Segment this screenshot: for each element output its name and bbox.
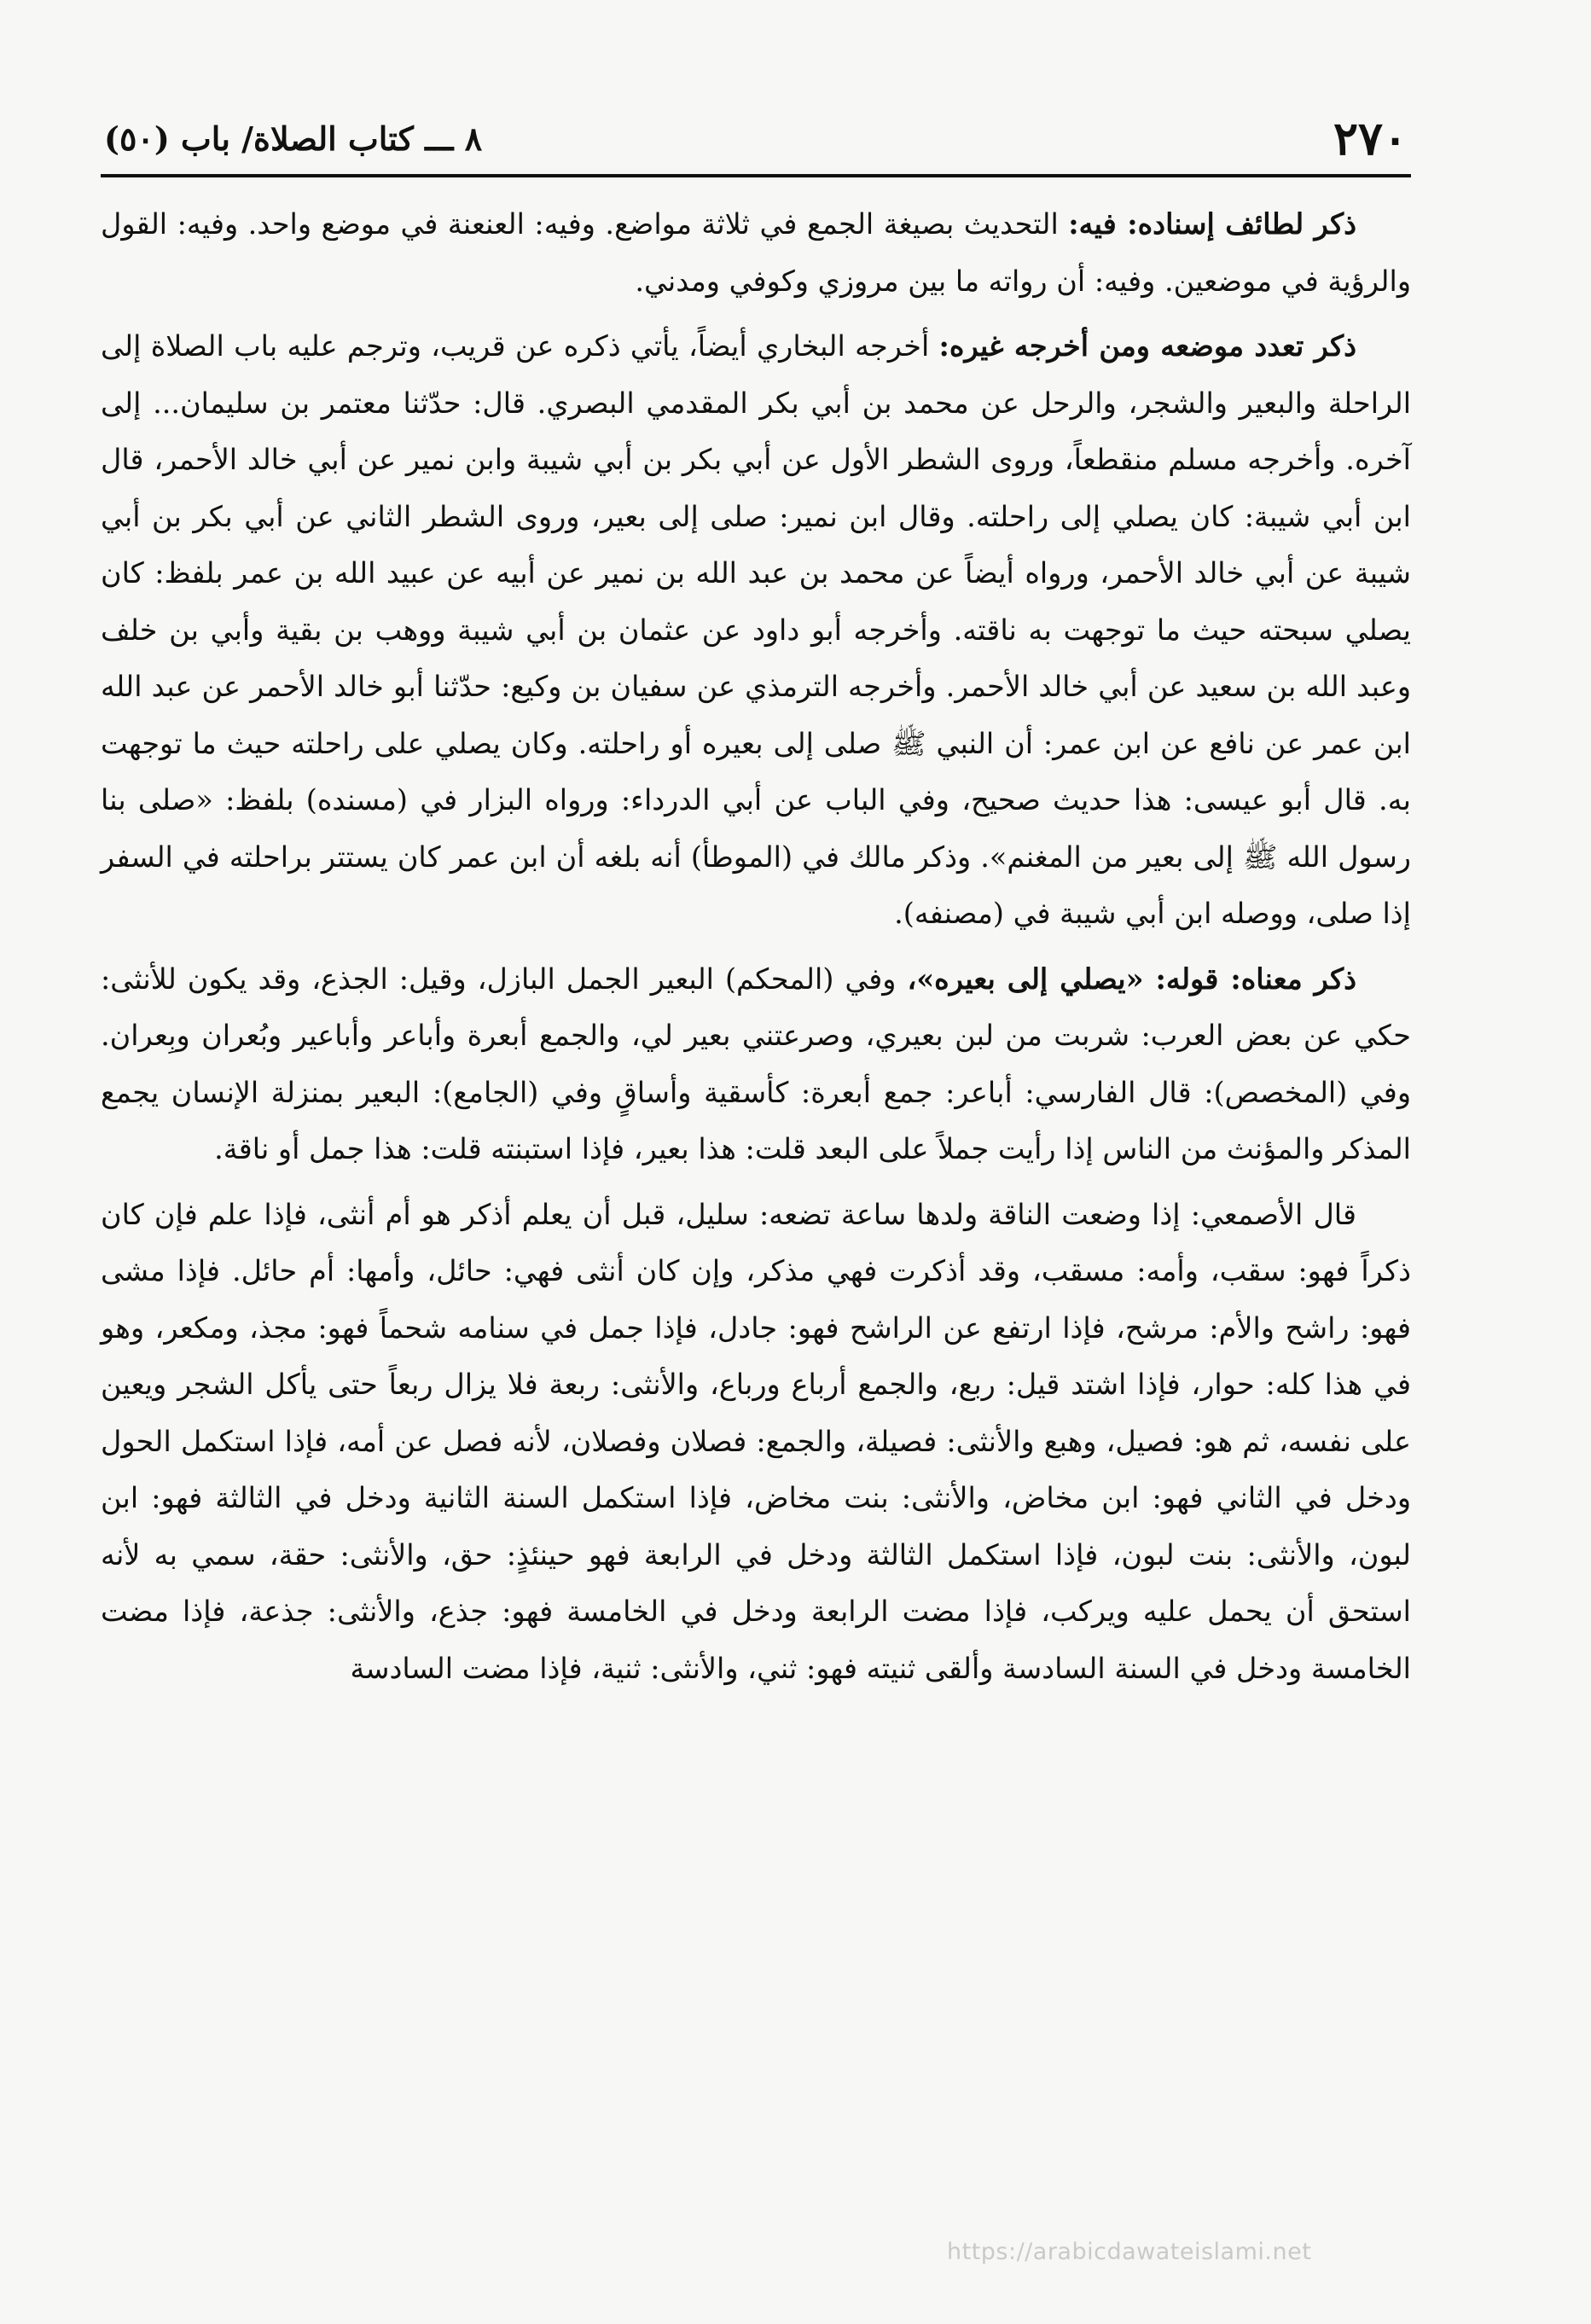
- section-heading: ذكر تعدد موضعه ومن أخرجه غيره:: [938, 329, 1356, 363]
- paragraph-text: التحديث بصيغة الجمع في ثلاثة مواضع. وفيه: العنعنة في موضع واحد. وفيه: القول والرؤية في موضعين. وفيه: أن رواته ما بين مروزي وكوفي ومدني.: [101, 207, 1411, 298]
- paragraph-text: قال الأصمعي: إذا وضعت الناقة ولدها ساعة تضعه: سليل، قبل أن يعلم أذكر هو أم أنثى، فإذا علم فإن كان ذكراً فهو: سقب، وأمه: مسقب، وقد أذكرت فهي مذكر، وإن كان أنثى فهي: حائل، وأمها: أم حائل. فإذا مشى فهو: راشح والأم: مرشح، فإذا ارتفع عن الراشح فهو: جادل، فإذا جمل في سنامه شحماً فهو: مجذ، ومكعر، وهو في هذا كله: حوار، فإذا اشتد قيل: ربع، والجمع أرباع ورباع، والأنثى: ربعة فلا يزال ربعاً حتى يأكل الشجر ويعين على نفسه، ثم هو: فصيل، وهبع والأنثى: فصيلة، والجمع: فصلان وفصلان، لأنه فصل عن أمه، فإذا استكمل الحول ودخل في الثاني فهو: ابن مخاض، والأنثى: بنت مخاض، فإذا استكمل السنة الثانية ودخل في الثالثة فهو: ابن لبون، والأنثى: بنت لبون، فإذا استكمل الثالثة ودخل في الرابعة فهو حينئذٍ: حق، والأنثى: حقة، سمي به لأنه استحق أن يحمل عليه ويركب، فإذا مضت الرابعة ودخل في الخامسة فهو: جذع، والأنثى: جذعة، فإذا مضت الخامسة ودخل في السنة السادسة وألقى ثنيته فهو: ثني، والأنثى: ثنية، فإذا مضت السادسة: [101, 1197, 1412, 1685]
- section-heading: ذكر لطائف إسناده: فيه:: [1068, 207, 1356, 241]
- page-header: [101, 111, 1411, 177]
- paragraph-takhrij: [101, 318, 1411, 943]
- paragraph-asmai: [101, 1187, 1411, 1698]
- watermark-url: https://arabicdawateislami.net: [947, 2239, 1312, 2265]
- paragraph-meaning: [101, 951, 1411, 1178]
- running-head: ٨ ـــ كتاب الصلاة/ باب (٥٠): [104, 119, 483, 158]
- page-number: ٢٧٠: [1333, 111, 1408, 166]
- paragraph-isnad: [101, 196, 1411, 310]
- section-heading: ذكر معناه: قوله: «يصلي إلى بعيره»،: [907, 962, 1357, 996]
- paragraph-text: وفي (المحكم) البعير الجمل البازل، وقيل: الجذع، وقد يكون للأنثى: حكي عن بعض العرب: شربت من لبن بعيري، وصرعتني بعير لي، والجمع أبعرة وأباعر وأباعير وبُعران وبِعران. وفي (المخصص): قال الفارسي: أباعر: جمع أبعرة: كأسقية وأساقٍ وفي (الجامع): البعير بمنزلة الإنسان يجمع المذكر والمؤنث من الناس إذا رأيت جملاً على البعد قلت: هذا بعير، فإذا استبنته قلت: هذا جمل أو ناقة.: [101, 962, 1411, 1165]
- book-page: [101, 111, 1411, 2295]
- paragraph-text: أخرجه البخاري أيضاً، يأتي ذكره عن قريب، وترجم عليه باب الصلاة إلى الراحلة والبعير والشجر، والرحل عن محمد بن أبي بكر المقدمي البصري. قال: حدّثنا معتمر بن سليمان... إلى آخره. وأخرجه مسلم منقطعاً، وروى الشطر الأول عن أبي بكر بن أبي شيبة وابن نمير عن أبي خالد الأحمر، قال ابن أبي شيبة: كان يصلي إلى راحلته. وقال ابن نمير: صلى إلى بعير، وروى الشطر الثاني عن أبي بكر بن أبي شيبة عن أبي خالد الأحمر، ورواه أيضاً عن محمد بن عبد الله بن نمير عن أبيه عن عبيد الله بن عمر بلفظ: كان يصلي سبحته حيث ما توجهت به ناقته. وأخرجه أبو داود عن عثمان بن أبي شيبة ووهب بن بقية وأبي بن خلف وعبد الله بن سعيد عن أبي خالد الأحمر. وأخرجه الترمذي عن سفيان بن وكيع: حدّثنا أبو خالد الأحمر عن عبد الله ابن عمر عن نافع عن ابن عمر: أن النبي ﷺ صلى إلى بعيره أو راحلته. وكان يصلي على راحلته حيث ما توجهت به. قال أبو عيسى: هذا حديث صحيح، وفي الباب عن أبي الدرداء: ورواه البزار في (مسنده) بلفظ: «صلى بنا رسول الله ﷺ إلى بعير من المغنم». وذكر مالك في (الموطأ) أنه بلغه أن ابن عمر كان يستتر براحلته في السفر إذا صلى، ووصله ابن أبي شيبة في (مصنفه).: [101, 329, 1411, 930]
- page-body: [101, 177, 1411, 1697]
